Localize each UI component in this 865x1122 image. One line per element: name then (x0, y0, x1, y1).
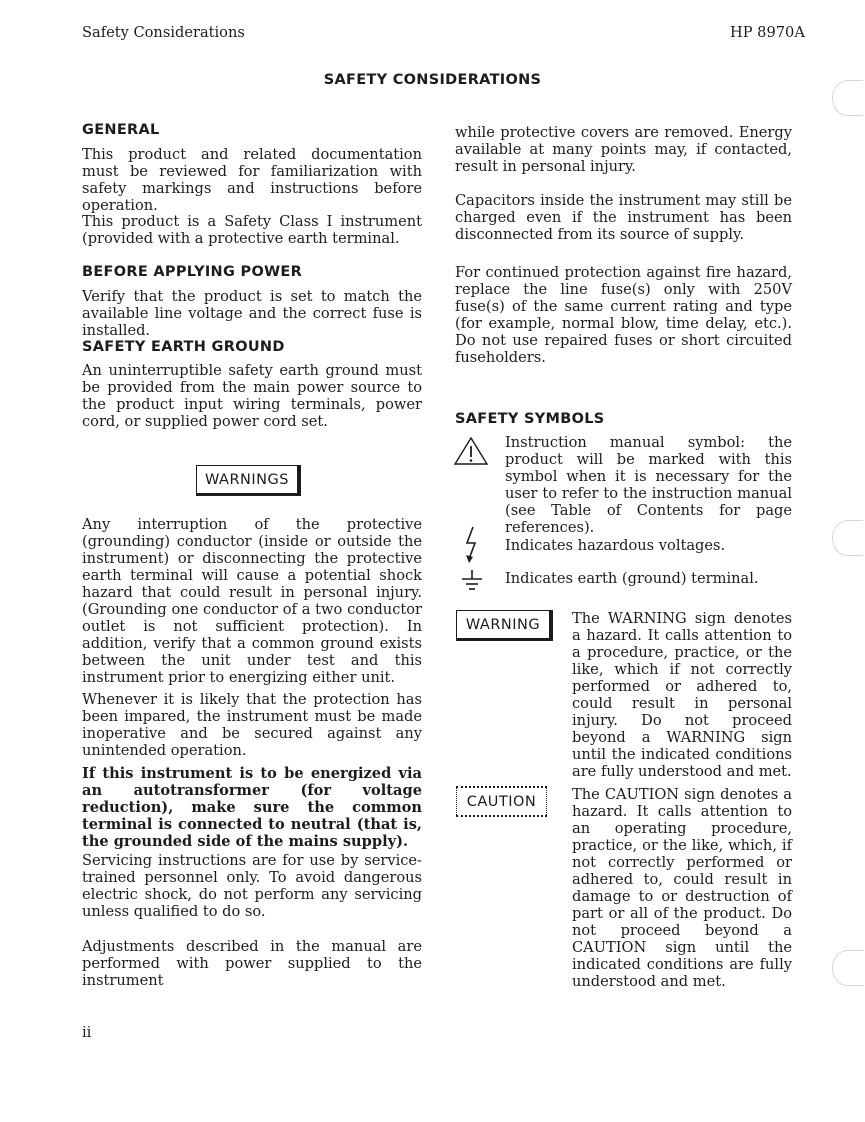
warning-paragraph-1: Any interruption of the protective (grounding) conductor (inside or outside the instrument) or disconnecting the protective earth terminal will cause a potential shock hazard that could result in personal injury. (Grounding one conductor of a two conductor outlet is not sufficient protection). In addition, verify that a common ground exists between the unit under test and this instrument prior to energizing either unit. (82, 516, 422, 686)
right-paragraph-3: For continued protection against fire hazard, replace the line fuse(s) only with 250V fuse(s) of the same current rating and type (for example, normal blow, time delay, etc.). Do not use repaired fuses or short circuited fuseholders. (455, 264, 792, 366)
binder-hole-mark (832, 520, 863, 556)
symbol-voltage-description: Indicates hazardous voltages. (505, 537, 726, 554)
right-paragraph-2: Capacitors inside the instrument may still be charged even if the instrument has been disconnected from its source of supply. (455, 192, 792, 243)
page-title: SAFETY CONSIDERATIONS (323, 72, 542, 88)
warning-paragraph-4: Servicing instructions are for use by service-trained personnel only. To avoid dangerous electric shock, do not perform any servicing unless qualified to do so. (82, 852, 422, 920)
binder-hole-mark (832, 80, 863, 116)
caution-box (456, 786, 547, 817)
hazardous-voltage-icon (462, 525, 482, 565)
warning-paragraph-2: Whenever it is likely that the protection has been impared, the instrument must be made inoperative and be secured against any unintended operation. (82, 691, 422, 759)
warning-box (456, 610, 553, 641)
symbol-manual-description: Instruction manual symbol: the product will be marked with this symbol when it is necessary for the user to refer to the instruction manual (see Table of Contents for page references). (505, 434, 792, 536)
general-paragraph-2: This product is a Safety Class I instrument (provided with a protective earth terminal. (82, 213, 422, 247)
earth-ground-paragraph: An uninterruptible safety earth ground must be provided from the main power source to the product input wiring terminals, power cord, or supplied power cord set. (82, 362, 422, 430)
heading-before-applying-power: BEFORE APPLYING POWER (82, 264, 303, 280)
heading-safety-earth-ground: SAFETY EARTH GROUND (82, 339, 285, 355)
running-header-right: HP 8970A (730, 24, 805, 41)
warning-box-label: WARNING (465, 616, 541, 633)
page-number: ii (82, 1024, 92, 1041)
right-paragraph-1: while protective covers are removed. Energy available at many points may, if contacted, result in personal injury. (455, 124, 792, 175)
warning-sign-description: The WARNING sign denotes a hazard. It calls attention to a procedure, practice, or the like, which if not correctly performed or adhered to, could result in personal injury. Do not proceed beyond a WARNING sign until the indicated conditions are fully understood and met. (572, 610, 792, 780)
general-paragraph-1: This product and related documentation must be reviewed for familiarization with safety markings and instructions before operation. (82, 146, 422, 214)
symbol-earth-description: Indicates earth (ground) terminal. (505, 570, 759, 587)
earth-ground-icon (460, 569, 484, 593)
warning-paragraph-5: Adjustments described in the manual are performed with power supplied to the instrument (82, 938, 422, 989)
before-power-paragraph: Verify that the product is set to match the available line voltage and the correct fuse is installed. (82, 288, 422, 339)
instruction-manual-triangle-icon (453, 436, 489, 466)
warnings-box-label: WARNINGS (205, 471, 289, 488)
running-header-left: Safety Considerations (82, 24, 245, 41)
warning-paragraph-3: If this instrument is to be energized via an autotransformer (for voltage reduction), make sure the common terminal is connected to neutral (that is, the grounded side of the mains supply). (82, 765, 422, 850)
heading-safety-symbols: SAFETY SYMBOLS (455, 411, 605, 427)
warnings-box (196, 465, 301, 496)
heading-general: GENERAL (82, 122, 160, 138)
binder-hole-mark (832, 950, 863, 986)
caution-sign-description: The CAUTION sign denotes a hazard. It calls attention to an operating procedure, practice, or the like, which, if not correctly performed or adhered to, could result in damage to or destruction of part or all of the product. Do not proceed beyond a CAUTION sign until the indicated conditions are fully understood and met. (572, 786, 792, 990)
caution-box-label: CAUTION (466, 793, 537, 810)
